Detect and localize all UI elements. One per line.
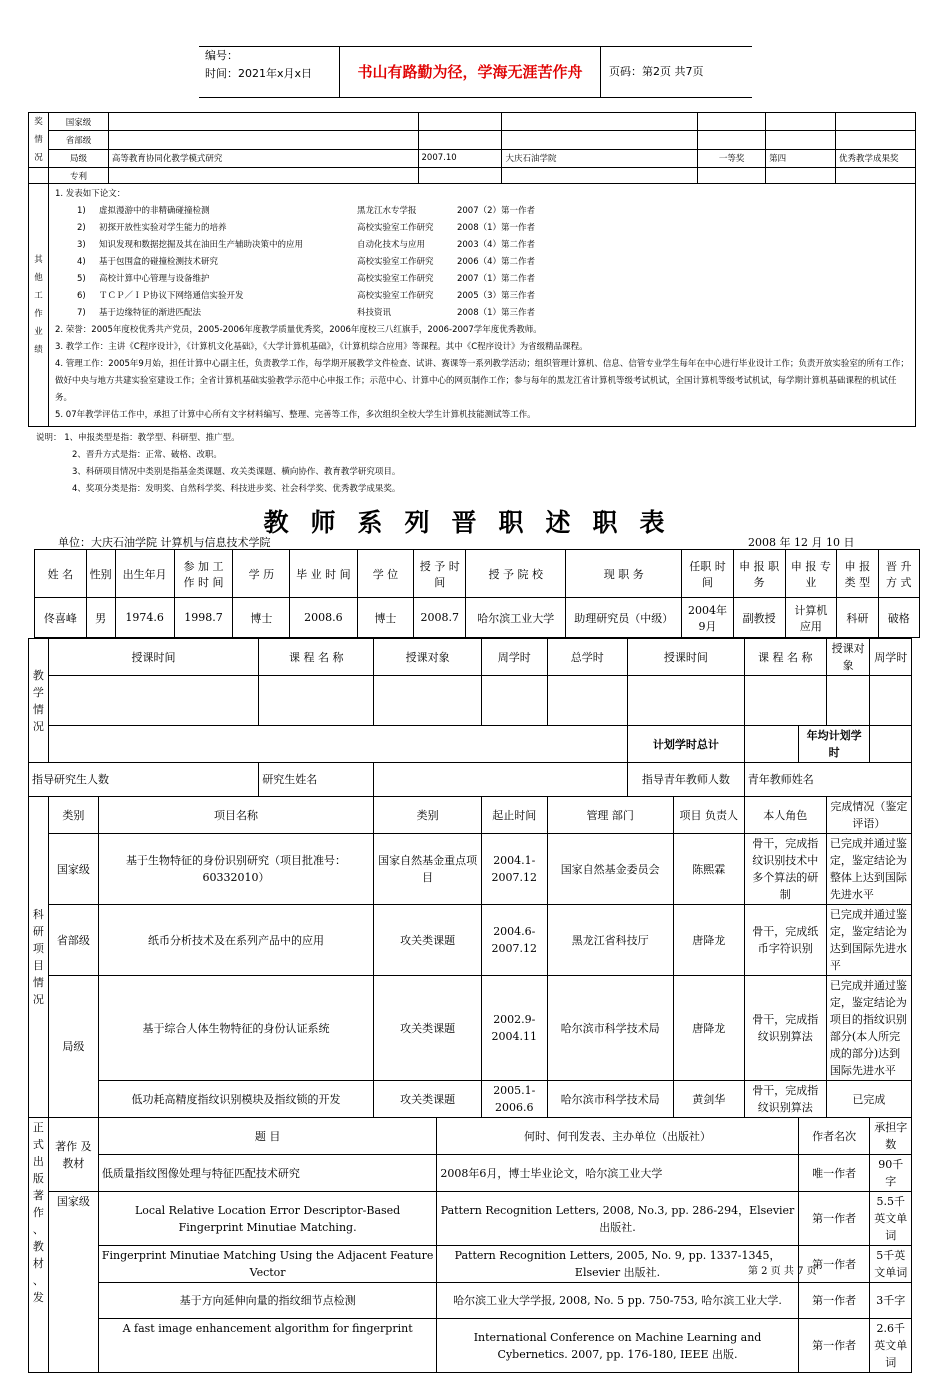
teaching-item: 3. 教学工作：主讲《C程序设计》，《计算机文化基础》，《大学计算机基础》，《计算机综合应用》等课程。其中《C程序设计》为省级精品课程。 (54, 342, 588, 352)
research-period: 2002.9- 2004.11 (481, 976, 547, 1081)
paper-title: 初探开放性实验对学生能力的培养 (98, 223, 227, 233)
research-row (29, 976, 912, 1081)
personal-header: 出生年月 (115, 550, 174, 598)
header-motto: 书山有路勤为径，学海无涯苦作舟 (339, 47, 601, 97)
paper-item (55, 271, 909, 288)
pub-rank: 第一作者 (798, 1319, 870, 1373)
personal-value: 博士 (233, 598, 290, 638)
personal-header: 学 位 (357, 550, 414, 598)
paper-no: 3) (76, 240, 86, 250)
research-leader: 唐降龙 (673, 976, 744, 1081)
paper-title: 基于边缘特征的渐进匹配法 (98, 308, 201, 318)
research-leader: 黄剑华 (673, 1081, 744, 1118)
date-line: 2008 年 12 月 10 日 (748, 536, 855, 549)
personal-value: 2008.6 (290, 598, 357, 638)
pub-venue: 2008年6月，博士毕业论文，哈尔滨工业大学 (437, 1155, 798, 1192)
research-header: 类别 (48, 797, 98, 834)
award-type: 优秀教学成果奖 (836, 149, 916, 167)
teaching-header: 课 程 名 称 (259, 639, 374, 676)
teaching-header: 课 程 名 称 (744, 639, 826, 676)
form-title: 教师系列晋职述职表 (263, 508, 687, 537)
personal-value: 男 (86, 598, 115, 638)
awards-section-label: 奖 情 况 (29, 113, 49, 168)
research-status: 已完成并通过鉴定，鉴定结论为整体上达到国际先进水平 (826, 834, 911, 905)
research-level: 局级 (48, 976, 98, 1118)
personal-header: 授 予 时 间 (414, 550, 466, 598)
award-level-provincial: 省部级 (48, 131, 108, 149)
pub-title: Local Relative Location Error Descriptor-Based Fingerprint Minutiae Matching. (98, 1192, 437, 1246)
pub-national-label: 国家级 (48, 1192, 98, 1373)
research-section-label: 科 研 项 目 情 况 (29, 797, 49, 1118)
planned-total-label: 计划学时总计 (627, 726, 744, 763)
note-line: 2、晋升方式是指：正常、破格、改职。 (72, 450, 222, 460)
pub-venue: International Conference on Machine Learning and Cybernetics. 2007, pp. 176-180, IEEE 出版. (437, 1319, 798, 1373)
pub-venue: Pattern Recognition Letters, 2008, No.3, pp. 286-294，Elsevier 出版社. (437, 1192, 798, 1246)
paper-item (55, 254, 909, 271)
pub-title: Fingerprint Minutiae Matching Using the Adjacent Feature Vector (98, 1246, 437, 1283)
research-name: 基于生物特征的身份识别研究（项目批准号：60332010） (98, 834, 373, 905)
personal-header: 授 予 院 校 (466, 550, 566, 598)
pub-rank: 第一作者 (798, 1192, 870, 1246)
paper-journal: 黑龙江水专学报 (356, 206, 417, 216)
award-level-patent: 专利 (48, 168, 108, 184)
pub-title: 基于方向延伸向量的指纹细节点检测 (98, 1283, 437, 1319)
research-header: 项目名称 (98, 797, 373, 834)
personal-info-table (34, 549, 920, 638)
personal-value: 1998.7 (174, 598, 233, 638)
research-category: 攻关类课题 (374, 976, 482, 1081)
research-period: 2005.1- 2006.6 (481, 1081, 547, 1118)
header-meta (199, 47, 339, 97)
award-level-bureau: 局级 (48, 149, 108, 167)
paper-journal: 高校实验室工作研究 (356, 223, 434, 233)
pub-header: 何时、何刊发表、主办单位（出版社） (437, 1118, 798, 1155)
header-page: 页码：第2页 共7页 (609, 65, 704, 78)
pub-words: 5.5千英文单词 (870, 1192, 912, 1246)
personal-header: 申 报 专 业 (785, 550, 837, 598)
research-role: 骨干，完成指纹识别算法 (744, 976, 826, 1081)
paper-list (55, 203, 909, 322)
paper-info: 2007（1）第二作者 (456, 274, 536, 284)
award-rank: 第四 (766, 149, 836, 167)
pub-words: 3千字 (870, 1283, 912, 1319)
note-line: 说明： 1、申报类型是指：教学型、科研型、推广型。 (36, 433, 240, 443)
research-status: 已完成并通过鉴定，鉴定结论为达到国际先进水平 (826, 905, 911, 976)
personal-header: 毕 业 时 间 (290, 550, 357, 598)
pub-row (29, 1192, 912, 1246)
research-name: 基于综合人体生物特征的身份认证系统 (98, 976, 373, 1081)
research-header: 项目 负责人 (673, 797, 744, 834)
paper-journal: 自动化技术与应用 (356, 240, 425, 250)
research-name: 低功耗高精度指纹识别模块及指纹锁的开发 (98, 1081, 373, 1118)
research-header: 本人角色 (744, 797, 826, 834)
research-row (29, 1081, 912, 1118)
pub-words: 2.6千英文单词 (870, 1319, 912, 1373)
research-category: 攻关类课题 (374, 1081, 482, 1118)
pub-row (29, 1319, 912, 1373)
paper-info: 2003（4）第二作者 (456, 240, 536, 250)
pub-rank: 第一作者 (798, 1283, 870, 1319)
paper-item (55, 237, 909, 254)
paper-no: 2) (76, 223, 86, 233)
personal-value: 计算机 应用 (785, 598, 837, 638)
personal-header: 姓 名 (35, 550, 87, 598)
young-names-label: 青年教师姓名 (744, 763, 911, 797)
pub-header: 作者名次 (798, 1118, 870, 1155)
personal-value: 2004年 9月 (682, 598, 734, 638)
teaching-header: 总学时 (547, 639, 627, 676)
evaluation-item: 5. 07年教学评估工作中，承担了计算中心所有文字材料编写、整理、完善等工作，多次组织全校大学生计算机技能测试等工作。 (54, 410, 536, 420)
paper-journal: 高校实验室工作研究 (356, 291, 434, 301)
research-dept: 黑龙江省科技厅 (547, 905, 673, 976)
research-dept: 哈尔滨市科学技术局 (547, 976, 673, 1081)
papers-intro: 1. 发表如下论文： (54, 189, 126, 199)
personal-header: 学 历 (233, 550, 290, 598)
teaching-section-label: 教 学 情 况 (29, 639, 49, 763)
pub-rank: 唯一作者 (798, 1155, 870, 1192)
paper-info: 2006（4）第二作者 (456, 257, 536, 267)
teaching-header: 授课对象 (374, 639, 482, 676)
pub-header: 著作 及教材 (48, 1118, 98, 1192)
paper-item (55, 305, 909, 322)
paper-title: 虚拟漫游中的非精确碰撞检测 (98, 206, 210, 216)
personal-header: 性别 (86, 550, 115, 598)
personal-value: 哈尔滨工业大学 (466, 598, 566, 638)
paper-title: 知识发现和数据挖掘及其在油田生产辅助决策中的应用 (98, 240, 303, 250)
personal-header: 申 报 类 型 (837, 550, 878, 598)
page-header (199, 46, 752, 98)
publications-section-label: 正 式 出 版 著 作 、 教 材 、 发 (29, 1118, 49, 1373)
annual-avg-label: 年均计划学时 (798, 726, 870, 763)
paper-item (55, 220, 909, 237)
pub-venue: Pattern Recognition Letters, 2005, No. 9, pp. 1337-1345，Elsevier 出版社. (437, 1246, 798, 1283)
personal-value: 博士 (357, 598, 414, 638)
paper-info: 2005（3）第三作者 (456, 291, 536, 301)
research-header: 完成情况（鉴定评语） (826, 797, 911, 834)
unit-line: 单位：大庆石油学院 计算机与信息技术学院 (58, 536, 271, 549)
teaching-header: 周学时 (870, 639, 912, 676)
personal-value: 助理研究员（中级） (566, 598, 682, 638)
personal-header: 晋 升 方 式 (878, 550, 919, 598)
personal-header: 申 报 职 务 (733, 550, 785, 598)
paper-info: 2007（2）第一作者 (456, 206, 536, 216)
personal-value: 副教授 (733, 598, 785, 638)
research-row (29, 834, 912, 905)
management-item: 4. 管理工作：2005年9月始，担任计算中心副主任，负责教学工作，每学期开展教学文件检查、试讲、赛课等一系列教学活动；组织管理计算机、信息、信管专业学生每年在中心进行毕业设计工作；负责开放实验室的所有工作；做好中央与地方共建实验室建设工作；全省计算机基础实验教学示范中心申报工作；示范中心、计算中心的网页制作工作；参与每年的黑龙江省计算机等级考试机试，全国计算机等级考试机试，每学期计算机基础课程的机试任务。 (54, 359, 909, 403)
note-line: 4、奖项分类是指：发明奖、自然科学奖、科技进步奖、社会科学奖、优秀教学成果奖。 (72, 484, 401, 494)
note-line: 3、科研项目情况中类别是指基金类课题、攻关类课题、横向协作、教育教学研究项目。 (72, 467, 401, 477)
paper-title: 高校计算中心管理与设备维护 (98, 274, 210, 284)
pub-title: 低质量指纹图像处理与特征匹配技术研究 (98, 1155, 437, 1192)
pub-title: A fast image enhancement algorithm for fingerprint (98, 1319, 437, 1373)
notes (36, 430, 400, 498)
paper-no: 7) (76, 308, 86, 318)
award-date: 2007.10 (418, 149, 502, 167)
research-leader: 陈熙霖 (673, 834, 744, 905)
personal-value: 1974.6 (115, 598, 174, 638)
header-number: 编号： (205, 49, 238, 62)
pub-header: 题 目 (98, 1118, 437, 1155)
paper-item (55, 203, 909, 220)
page-footer: 第 2 页 共 7 页 (748, 1266, 817, 1277)
pub-venue: 哈尔滨工业大学学报, 2008, No. 5 pp. 750-753, 哈尔滨工业大学. (437, 1283, 798, 1319)
teaching-header: 周学时 (481, 639, 547, 676)
research-status: 已完成并通过鉴定，鉴定结论为项目的指纹识别部分(本人所完成的部分)达到国际先进水平 (826, 976, 911, 1081)
honors-item: 2. 荣誉：2005年度校优秀共产党员，2005-2006年度教学质量优秀奖，2006年度校三八红旗手，2006-2007学年度优秀教师。 (54, 325, 542, 335)
awards-and-work-table (28, 112, 916, 427)
research-role: 骨干，完成指纹识别技术中多个算法的研制 (744, 834, 826, 905)
award-grade: 一等奖 (698, 149, 766, 167)
research-period: 2004.6- 2007.12 (481, 905, 547, 976)
paper-item (55, 288, 909, 305)
pub-header: 承担字数 (870, 1118, 912, 1155)
research-role: 骨干，完成指纹识别算法 (744, 1081, 826, 1118)
pub-rank: 第一作者 (798, 1246, 870, 1283)
research-period: 2004.1- 2007.12 (481, 834, 547, 905)
award-name: 高等教育协同化教学模式研究 (108, 149, 418, 167)
paper-no: 5) (76, 274, 86, 284)
research-header: 类别 (374, 797, 482, 834)
research-level: 国家级 (48, 834, 98, 905)
pub-row (29, 1155, 912, 1192)
personal-header: 现 职 务 (566, 550, 682, 598)
research-header: 起止时间 (481, 797, 547, 834)
other-work-section-label: 其 他 工 作 业 绩 (29, 184, 49, 427)
paper-title: ＴＣＰ／ＩＰ协议下网络通信实验开发 (98, 291, 244, 301)
personal-header: 任职 时间 (682, 550, 734, 598)
grad-count-label: 指导研究生人数 (29, 763, 259, 797)
research-leader: 唐降龙 (673, 905, 744, 976)
research-level: 省部级 (48, 905, 98, 976)
paper-no: 1) (76, 206, 86, 216)
award-level-national: 国家级 (48, 113, 108, 131)
research-dept: 哈尔滨市科学技术局 (547, 1081, 673, 1118)
teaching-header: 授课时间 (48, 639, 258, 676)
pub-words: 5千英文单词 (870, 1246, 912, 1283)
research-row (29, 905, 912, 976)
award-unit: 大庆石油学院 (502, 149, 698, 167)
paper-no: 4) (76, 257, 86, 267)
research-category: 攻关类课题 (374, 905, 482, 976)
paper-info: 2008（1）第三作者 (456, 308, 536, 318)
research-status: 已完成 (826, 1081, 911, 1118)
grad-names-label: 研究生姓名 (259, 763, 374, 797)
paper-journal: 高校实验室工作研究 (356, 274, 434, 284)
research-header: 管理 部门 (547, 797, 673, 834)
paper-journal: 高校实验室工作研究 (356, 257, 434, 267)
personal-value: 科研 (837, 598, 878, 638)
header-time: 时间：2021年x月x日 (205, 67, 313, 80)
pub-words: 90千字 (870, 1155, 912, 1192)
research-category: 国家自然基金重点项目 (374, 834, 482, 905)
young-count-label: 指导青年教师人数 (627, 763, 744, 797)
personal-value: 破格 (878, 598, 919, 638)
research-role: 骨干，完成纸币字符识别 (744, 905, 826, 976)
personal-value: 2008.7 (414, 598, 466, 638)
teaching-header: 授课时间 (627, 639, 744, 676)
pub-row (29, 1283, 912, 1319)
paper-no: 6) (76, 291, 86, 301)
teaching-header: 授课对象 (826, 639, 870, 676)
paper-info: 2008（1）第一作者 (456, 223, 536, 233)
paper-title: 基于包围盒的碰撞检测技术研究 (98, 257, 218, 267)
paper-journal: 科技资讯 (356, 308, 391, 318)
other-work-content (48, 184, 915, 427)
personal-value: 佟喜峰 (35, 598, 87, 638)
research-name: 纸币分析技术及在系列产品中的应用 (98, 905, 373, 976)
personal-header: 参 加 工 作 时 间 (174, 550, 233, 598)
research-dept: 国家自然基金委员会 (547, 834, 673, 905)
